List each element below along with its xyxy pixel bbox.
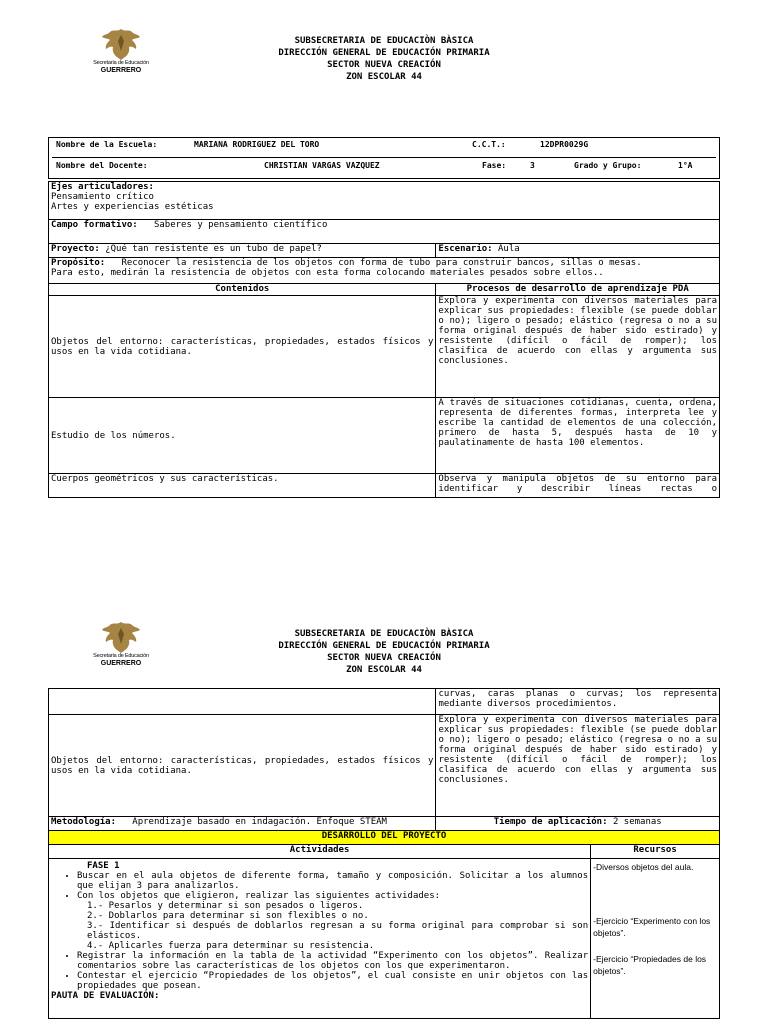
- desarrollo-table: [48, 830, 720, 1019]
- logo-line-2: GUERRERO: [100, 67, 142, 74]
- teacher-info-line: [52, 157, 716, 158]
- contenidos-header: Contenidos: [49, 284, 436, 296]
- grado-label: Grado y Grupo:: [574, 161, 642, 170]
- header-line: SECTOR NUEVA CREACIÓN: [327, 60, 441, 70]
- metodologia-cell: [49, 817, 436, 831]
- desarrollo-header: DESARROLLO DEL PROYECTO: [49, 831, 720, 845]
- header-line: SUBSECRETARIA DE EDUCACIÒN BÀSICA: [294, 36, 474, 46]
- actividades-header: Actividades: [49, 845, 591, 859]
- pda-cell: Explora y experimenta con diversos materiales para explicar sus propiedades: flexible (se puede doblar o no); ligero o pesado; elástico (regresa o no a su forma original después de haber sido estirado) y resistente (difícil o fácil de romper); los clasifica de acuerdo con ellas y argumenta sus conclusiones.: [436, 296, 720, 398]
- header-line: DIRECCIÓN GENERAL DE EDUCACIÓN PRIMARIA: [278, 48, 490, 58]
- logo-line-1: Secretaría de Educación: [93, 60, 149, 66]
- campo-label: Campo formativo:: [51, 220, 138, 230]
- sub-activity: 1.- Pesarlos y determinar si son pesados o ligeros.: [87, 901, 364, 911]
- sub-activity: 2.- Doblarlos para determinar si son flexibles o no.: [87, 911, 369, 921]
- tiempo-label: Tiempo de aplicación:: [493, 817, 608, 827]
- ejes-cell: [49, 182, 720, 220]
- escenario-value: Aula: [498, 244, 520, 254]
- proposito-cell: [49, 258, 720, 284]
- contenido-cell: Estudio de los números.: [49, 398, 436, 474]
- proposito-label: Propósito:: [51, 258, 106, 268]
- teacher-info: [52, 159, 716, 173]
- school-name-value: MARIANA RODRIGUEZ DEL TORO: [194, 140, 320, 149]
- activity-list: [51, 871, 588, 901]
- pda-cell: curvas, caras planas o curvas; los representa mediante diversos procedimientos.: [436, 689, 720, 715]
- sub-activity: 3.- Identificar si después de doblarlos regresan a su forma original para comprobar si son elásticos.: [87, 921, 589, 941]
- header-line: DIRECCIÓN GENERAL DE EDUCACIÓN PRIMARIA: [278, 641, 490, 651]
- activity-item: • Contestar el ejercicio “Propiedades de los objetos”, el cual consiste en unir objetos con las propiedades que posean.: [77, 971, 588, 991]
- actividades-cell: [49, 859, 591, 1019]
- fase-value: 3: [530, 161, 535, 170]
- pauta-title: PAUTA DE EVALUACIÓN:: [51, 991, 160, 1001]
- recurso-item: -Diversos objetos del aula.: [593, 862, 694, 872]
- eje-item: Pensamiento crítico: [51, 192, 154, 202]
- contenido-cell: Objetos del entorno: características, propiedades, estados físicos y usos en la vida cotidiana.: [49, 715, 436, 817]
- fase-title: FASE 1: [87, 861, 120, 871]
- recurso-item: -Ejercicio “Propiedades de los objetos”.: [593, 954, 707, 976]
- escenario-label: Escenario:: [438, 244, 493, 254]
- activity-item: • Con los objetos que eligieron, realizar las siguientes actividades:: [77, 891, 588, 901]
- header-line: ZON ESCOLAR 44: [346, 72, 422, 82]
- activity-list: [51, 951, 588, 991]
- recursos-header: Recursos: [591, 845, 720, 859]
- pda-cell: A través de situaciones cotidianas, cuenta, ordena, representa de diferentes formas, interpreta lee y escribe la cantidad de elementos de una colección, primero de hasta 5, después hasta de 10 y paulatinamente de hasta 100 elementos.: [436, 398, 720, 474]
- contenido-cell: Objetos del entorno: características, propiedades, estados físicos y usos en la vida cotidiana.: [49, 296, 436, 398]
- page-header: [0, 628, 768, 676]
- proyecto-value: ¿Qué tan resistente es un tubo de papel?: [105, 244, 322, 254]
- school-info: [52, 138, 716, 152]
- logo-line-2: GUERRERO: [100, 660, 142, 667]
- tiempo-cell: [436, 817, 720, 831]
- contenido-cell: [49, 689, 436, 715]
- campo-cell: [49, 220, 720, 244]
- logo-line-1: Secretaría de Educación: [93, 653, 149, 659]
- pda-cell: Observa y manipula objetos de su entorno para identificar y describir líneas rectas o: [436, 474, 720, 498]
- metodologia-value: Aprendizaje basado en indagación. Enfoque STEAM: [132, 817, 387, 827]
- teacher-value: CHRISTIAN VARGAS VAZQUEZ: [264, 161, 380, 170]
- proposito-line-2: Para esto, medirán la resistencia de objetos con esta forma colocando materiales pesados sobre ellos..: [51, 268, 604, 278]
- proposito-line-1: Reconocer la resistencia de los objetos con forma de tubo para construir bancos, sillas o mesas.: [121, 258, 642, 268]
- recurso-item: -Ejercicio “Experimento con los objetos”.: [593, 916, 711, 938]
- proyecto-label: Proyecto:: [51, 244, 100, 254]
- eje-item: Artes y experiencias estéticas: [51, 202, 214, 212]
- grado-value: 1°A: [678, 161, 693, 170]
- teacher-label: Nombre del Docente:: [56, 161, 148, 170]
- escenario-cell: [436, 244, 720, 258]
- campo-value: Saberes y pensamiento científico: [153, 220, 328, 230]
- cct-label: C.C.T.:: [472, 140, 506, 149]
- school-name-label: Nombre de la Escuela:: [56, 140, 158, 149]
- sub-activities: [51, 901, 588, 951]
- activity-item: • Buscar en el aula objetos de diferente forma, tamaño y composición. Solicitar a los alumnos que elijan 3 para analizarlos.: [77, 871, 588, 891]
- planning-table: [48, 181, 720, 498]
- header-line: SECTOR NUEVA CREACIÓN: [327, 653, 441, 663]
- recursos-cell: [591, 859, 720, 1019]
- pda-header: Procesos de desarrollo de aprendizaje PDA: [436, 284, 720, 296]
- header-line: SUBSECRETARIA DE EDUCACIÒN BÀSICA: [294, 629, 474, 639]
- sub-activity: 4.- Aplicarles fuerza para determinar su resistencia.: [87, 941, 375, 951]
- page-header: [0, 35, 768, 83]
- tiempo-value: 2 semanas: [612, 817, 662, 827]
- contenido-cell: Cuerpos geométricos y sus características.: [49, 474, 436, 498]
- pda-cell: Explora y experimenta con diversos materiales para explicar sus propiedades: flexible (se puede doblar o no); ligero o pesado; elástico (regresa o no a su forma original después de haber sido estirado) y resistente (difícil o fácil de romper); los clasifica de acuerdo con ellas y argumenta sus conclusiones.: [436, 715, 720, 817]
- metodologia-label: Metodología:: [51, 817, 117, 827]
- ejes-label: Ejes articuladores:: [51, 182, 154, 192]
- planning-table-continued: [48, 688, 720, 831]
- fase-label: Fase:: [482, 161, 507, 170]
- proyecto-cell: [49, 244, 436, 258]
- cct-value: 12DPR0029G: [540, 140, 589, 149]
- activity-item: • Registrar la información en la tabla de la actividad “Experimento con los objetos”. Realizar comentarios sobre las características de los objetos con los que experimentaron.: [77, 951, 588, 971]
- header-line: ZON ESCOLAR 44: [346, 665, 422, 675]
